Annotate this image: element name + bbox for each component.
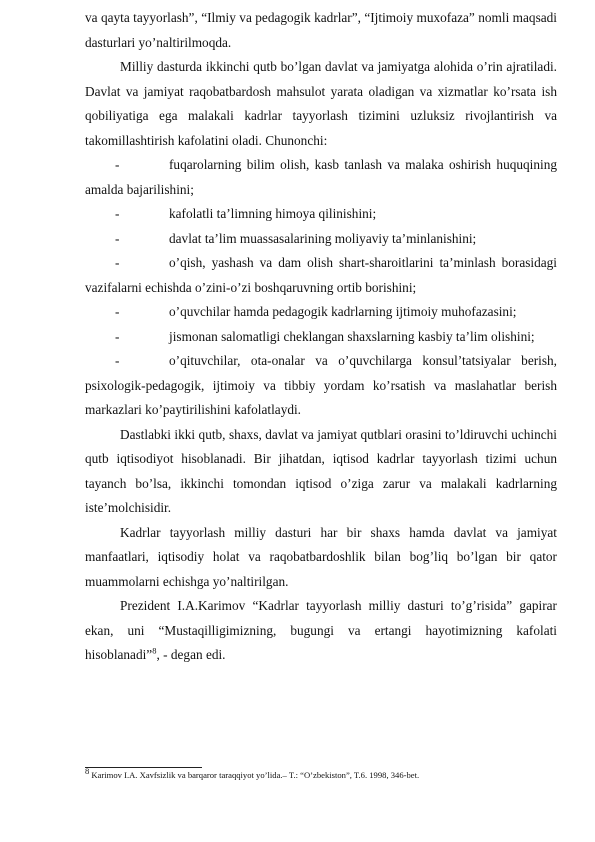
list-item-text: o’quvchilar hamda pedagogik kadrlarning ijtimoiy muhofazasini;: [169, 304, 517, 319]
list-item-text: jismonan salomatligi cheklangan shaxslarning kasbiy ta’lim olishini;: [169, 328, 535, 344]
list-item: [85, 202, 557, 227]
list-item: [85, 251, 557, 300]
list-dash: -: [115, 255, 120, 270]
list-item: [85, 349, 557, 423]
footnote: [85, 766, 557, 781]
list-item-text: o’qish, yashash va dam olish shart-sharoitlarini ta’minlash borasidagi vazifalarni echishda o’zini-o’zi boshqaruvning ortib borishini;: [85, 255, 557, 295]
list-item: [85, 153, 557, 202]
paragraph-continuation: va qayta tayyorlash”, “Ilmiy va pedagogik kadrlar”, “Ijtimoiy muxofaza” nomli maqsadi dasturlari yo’naltirilmoqda.: [85, 10, 557, 50]
list-item-text: davlat ta’lim muassasalarining moliyaviy ta’minlanishini;: [169, 230, 477, 246]
list-item-text: kafolatli ta’limning himoya qilinishini;: [169, 206, 377, 221]
list-dash: -: [115, 230, 120, 246]
list-dash: -: [115, 304, 120, 319]
list-item: [85, 325, 557, 350]
footnote-marker: 8: [85, 766, 90, 777]
quote-text: Prezident I.A.Karimov “Kadrlar tayyorlash milliy dasturi to’g’risida” gapirar ekan, uni “Mustaqilligimizning, bugungi va ertangi hayotimizning kafolati hisoblanadi”: [85, 598, 557, 662]
document-body: [85, 6, 557, 668]
paragraph-milliy-dastur: Milliy dasturda ikkinchi qutb bo’lgan davlat va jamiyatga alohida o’rin ajratiladi. Davlat va jamiyat raqobatbardosh mahsulot yarata oladigan va xizmatlar ko’rsata ish qobiliyatiga ega malakali kadrlar tayyorlash tizimini uzluksiz rivojlantirish va takomillashtirish kafolatini oladi. Chunonchi:: [85, 59, 557, 148]
list-dash: -: [115, 157, 120, 172]
paragraph-milliy-dastur-maqsadi: Kadrlar tayyorlash milliy dasturi har bir shaxs hamda davlat va jamiyat manfaatlari, iqtisodiy holat va raqobatbardoshlik bilan bog’liq bo’lgan bir qator muammolarni echishga yo’naltirilgan.: [85, 524, 557, 589]
list-item: [85, 227, 557, 252]
list-item-text: fuqarolarning bilim olish, kasb tanlash va malaka oshirish huquqining amalda bajarilishini;: [85, 157, 557, 197]
footnote-divider: [85, 767, 202, 768]
list-item: [85, 300, 557, 325]
paragraph-prezident-quote: [85, 594, 557, 668]
list-item-text: o’qituvchilar, ota-onalar va o’quvchilarga konsul’tatsiyalar berish, psixologik-pedagogik, ijtimoiy va tibbiy yordam ko’rsatish va maslahatlar berish markazlari ko’paytirilishini kafolatlaydi.: [85, 353, 557, 417]
list-dash: -: [115, 353, 120, 368]
list-dash: -: [115, 206, 120, 221]
list-dash: -: [115, 328, 120, 344]
footnote-text: Karimov I.A. Xavfsizlik va barqaror taraqqiyot yo’lida.– T.: “O’zbekiston”, T.6. 1998, 346-bet.: [89, 770, 420, 780]
quote-tail: , - degan edi.: [156, 647, 226, 662]
paragraph-uchinchi-qutb: Dastlabki ikki qutb, shaxs, davlat va jamiyat qutblari orasini to’ldiruvchi uchinchi qutb iqtisodiyot hisoblanadi. Bir jihatdan, iqtisod kadrlar tayyorlash tizimi uchun tayanch bo’lsa, ikkinchi tomondan iqtisod o’ziga zarur va malakali kadrlarning iste’molchisidir.: [85, 426, 557, 515]
footnote-reference: 8: [152, 645, 157, 656]
guarantee-list: [85, 153, 557, 423]
